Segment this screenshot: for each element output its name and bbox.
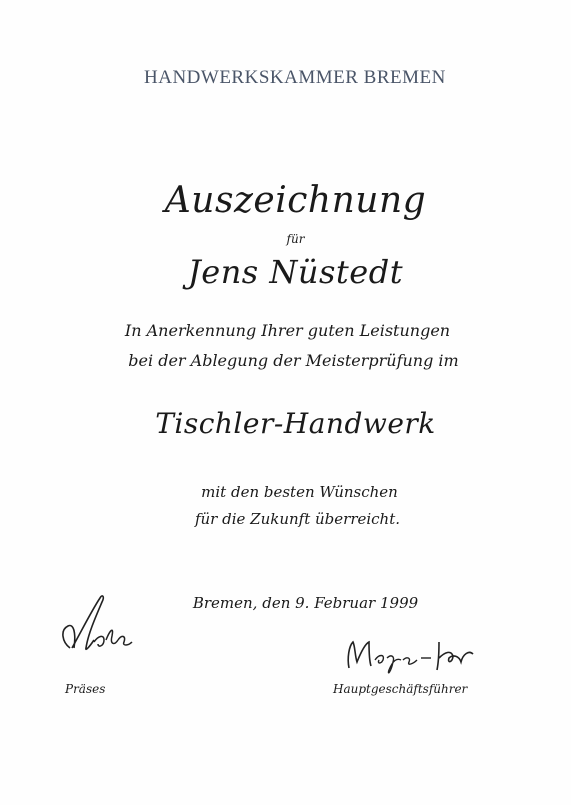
wishes-line-1: mit den besten Wünschen: [201, 483, 398, 501]
managing-director-signature: [335, 632, 485, 678]
for-label: für: [286, 232, 305, 246]
issuer-heading: HANDWERKSKAMMER BREMEN: [144, 67, 446, 88]
trade-name: Tischler-Handwerk: [155, 407, 436, 440]
president-signature: [52, 590, 142, 670]
certificate-title: Auszeichnung: [164, 180, 427, 221]
president-role: Präses: [65, 682, 106, 696]
recognition-line-2: bei der Ablegung der Meisterprüfung im: [128, 351, 459, 370]
managing-director-role: Hauptgeschäftsführer: [333, 682, 468, 696]
wishes-line-2: für die Zukunft überreicht.: [194, 510, 401, 528]
recognition-line-1: In Anerkennung Ihrer guten Leistungen: [124, 321, 451, 340]
recipient-name: Jens Nüstedt: [187, 253, 404, 291]
place-and-date: Bremen, den 9. Februar 1999: [192, 594, 419, 612]
